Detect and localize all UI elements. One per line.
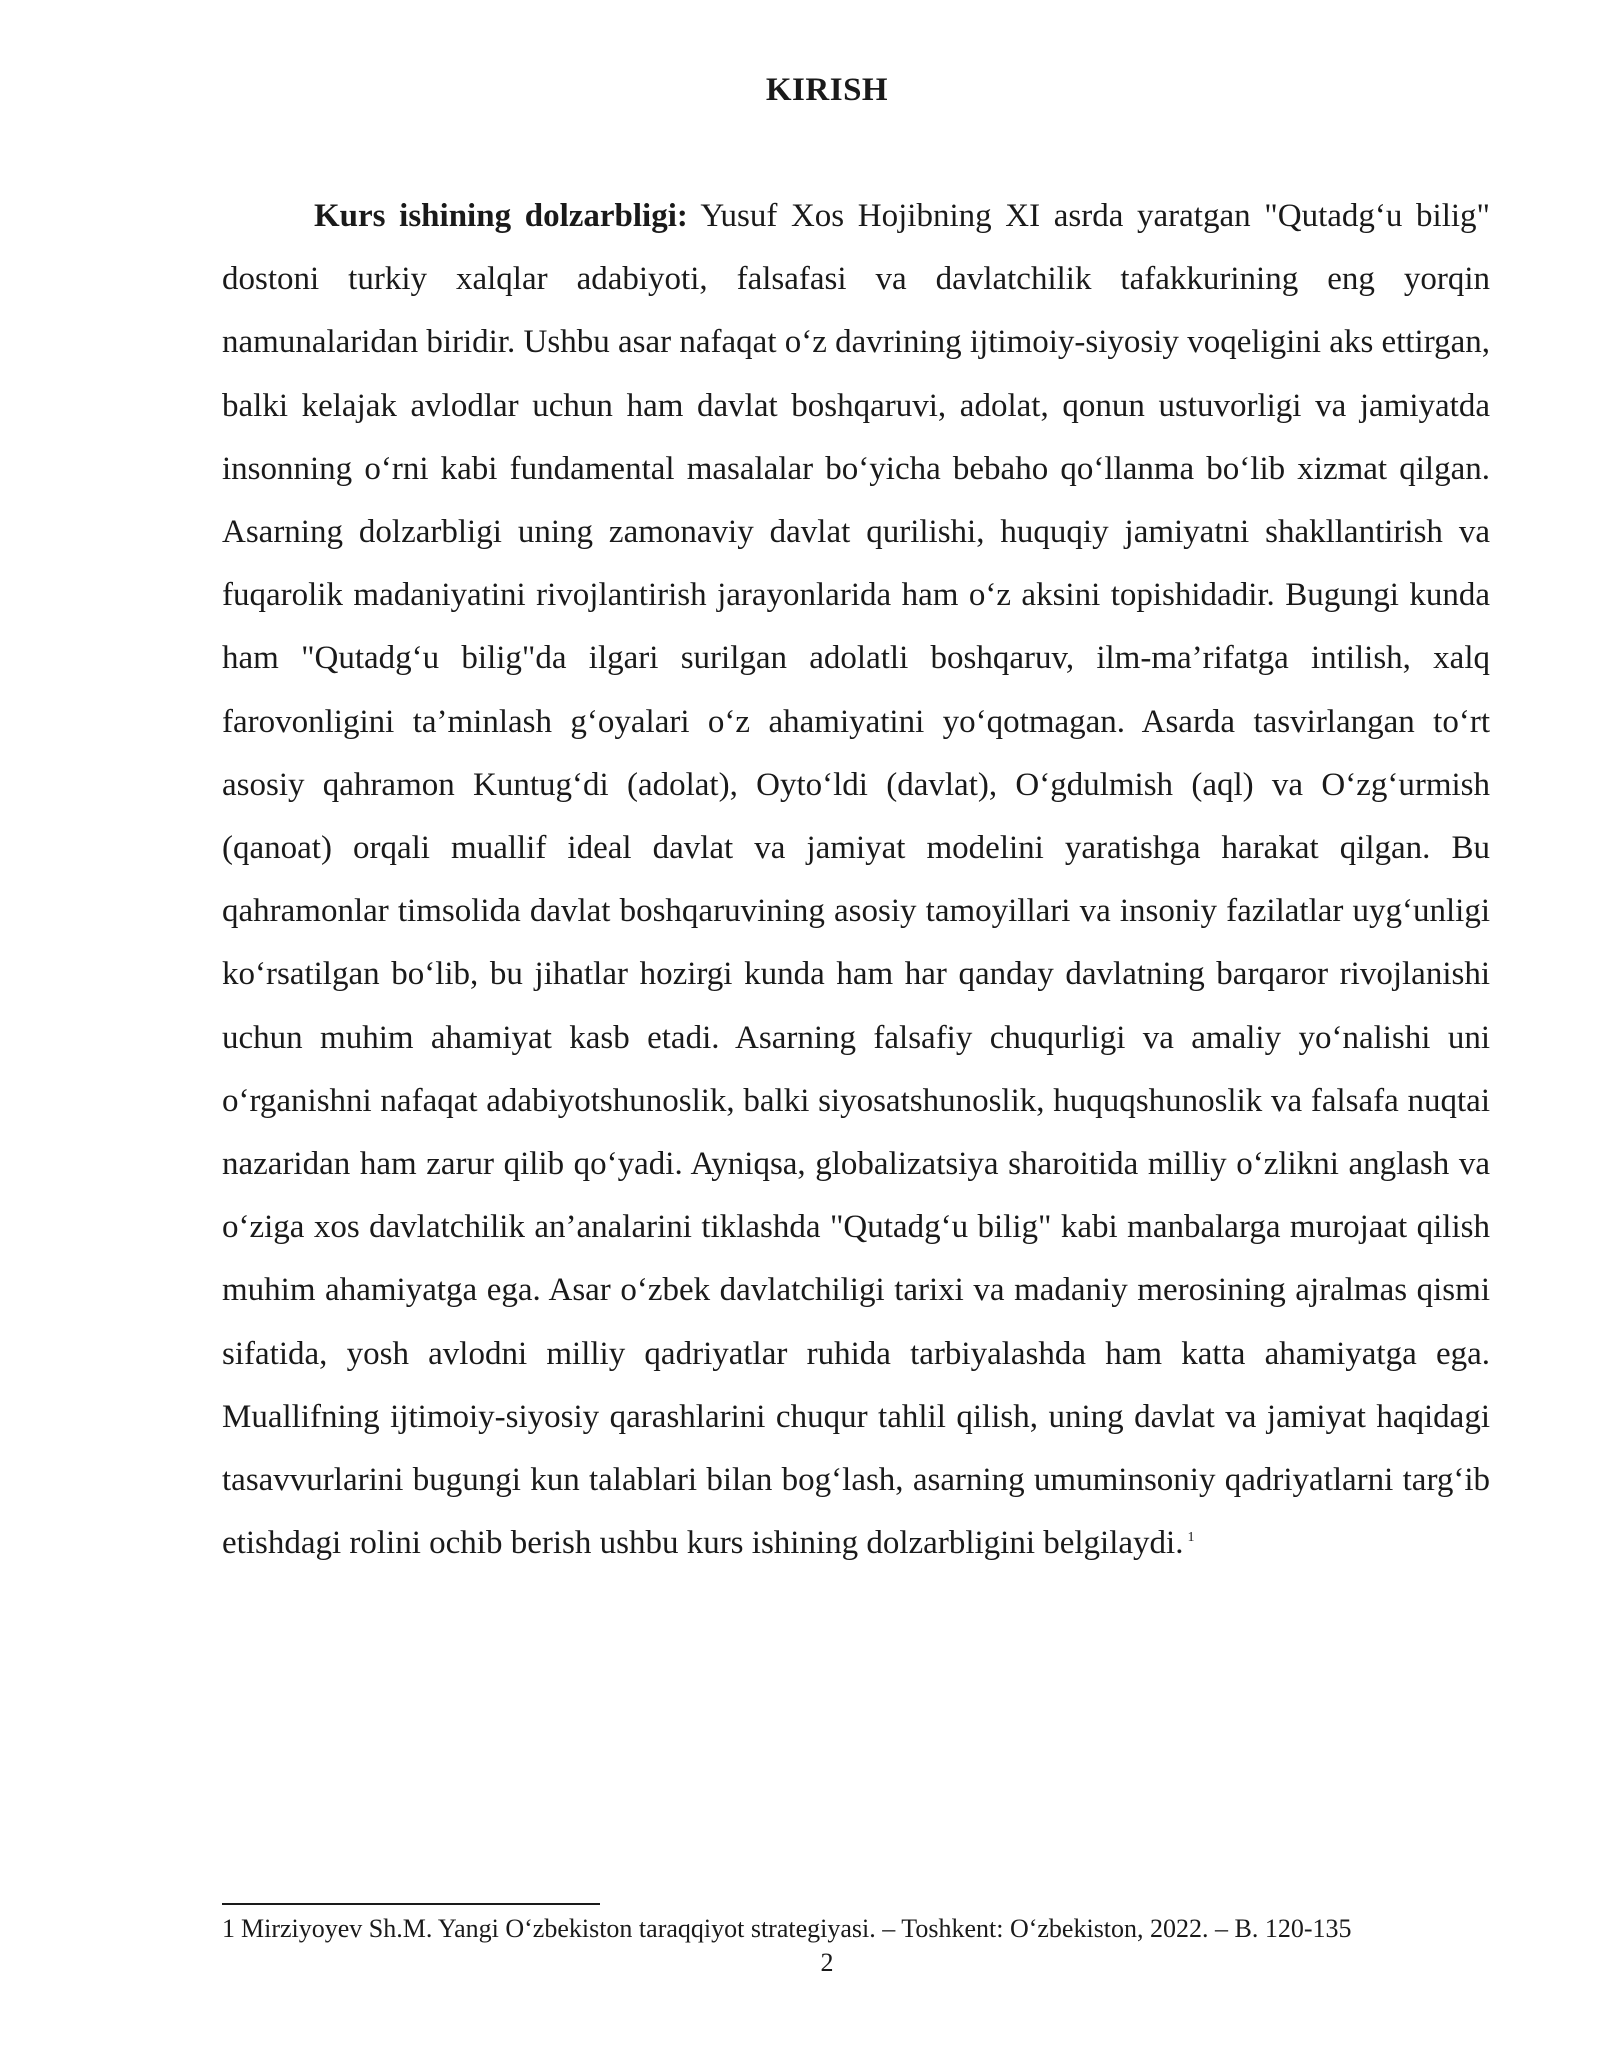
footnote-text: Mirziyoyev Sh.M. Yangi O‘zbekiston taraqqiyot strategiyasi. – Toshkent: O‘zbekiston, 2022. – B. 120-135	[241, 1914, 1352, 1943]
paragraph-lead: Kurs ishining dolzarbligi:	[314, 198, 688, 234]
footnote-divider	[222, 1903, 600, 1905]
body-paragraph	[222, 185, 1490, 1575]
section-heading: KIRISH	[765, 72, 889, 108]
footnote	[222, 1912, 1522, 1946]
footnote-reference: 1	[1187, 1530, 1195, 1546]
paragraph-text: Yusuf Xos Hojibning XI asrda yaratgan "Qutadg‘u bilig" dostoni turkiy xalqlar adabiyoti, falsafasi va davlatchilik tafakkurining eng yorqin namunalaridan biridir. Ushbu asar nafaqat o‘z davrining ijtimoiy-siyosiy voqeligini aks ettirgan, balki kelajak avlodlar uchun ham davlat boshqaruvi, adolat, qonun ustuvorligi va jamiyatda insonning o‘rni kabi fundamental masalalar bo‘yicha bebaho qo‘llanma bo‘lib xizmat qilgan. Asarning dolzarbligi uning zamonaviy davlat qurilishi, huquqiy jamiyatni shakllantirish va fuqarolik madaniyatini rivojlantirish jarayonlarida ham o‘z aksini topishidadir. Bugungi kunda ham "Qutadg‘u bilig"da ilgari surilgan adolatli boshqaruv, ilm-ma’rifatga intilish, xalq farovonligini ta’minlash g‘oyalari o‘z ahamiyatini yo‘qotmagan. Asarda tasvirlangan to‘rt asosiy qahramon Kuntug‘di (adolat), Oyto‘ldi (davlat), O‘gdulmish (aql) va O‘zg‘urmish (qanoat) orqali muallif ideal davlat va jamiyat modelini yaratishga harakat qilgan. Bu qahramonlar timsolida davlat boshqaruvining asosiy tamoyillari va insoniy fazilatlar uyg‘unligi ko‘rsatilgan bo‘lib, bu jihatlar hozirgi kunda ham har qanday davlatning barqaror rivojlanishi uchun muhim ahamiyat kasb etadi. Asarning falsafiy chuqurligi va amaliy yo‘nalishi uni o‘rganishni nafaqat adabiyotshunoslik, balki siyosatshunoslik, huquqshunoslik va falsafa nuqtai nazaridan ham zarur qilib qo‘yadi. Ayniqsa, globalizatsiya sharoitida milliy o‘zlikni anglash va o‘ziga xos davlatchilik an’analarini tiklashda "Qutadg‘u bilig" kabi manbalarga murojaat qilish muhim ahamiyatga ega. Asar o‘zbek davlatchiligi tarixi va madaniy merosining ajralmas qismi sifatida, yosh avlodni milliy qadriyatlar ruhida tarbiyalashda ham katta ahamiyatga ega. Muallifning ijtimoiy-siyosiy qarashlarini chuqur tahlil qilish, uning davlat va jamiyat haqidagi tasavvurlarini bugungi kun talablari bilan bog‘lash, asarning umuminsoniy qadriyatlarni targ‘ib etishdagi rolini ochib berish ushbu kurs ishining dolzarbligini belgilaydi.	[222, 198, 1490, 1562]
footnote-number: 1	[222, 1914, 235, 1943]
page-number: 2	[820, 1948, 834, 1977]
